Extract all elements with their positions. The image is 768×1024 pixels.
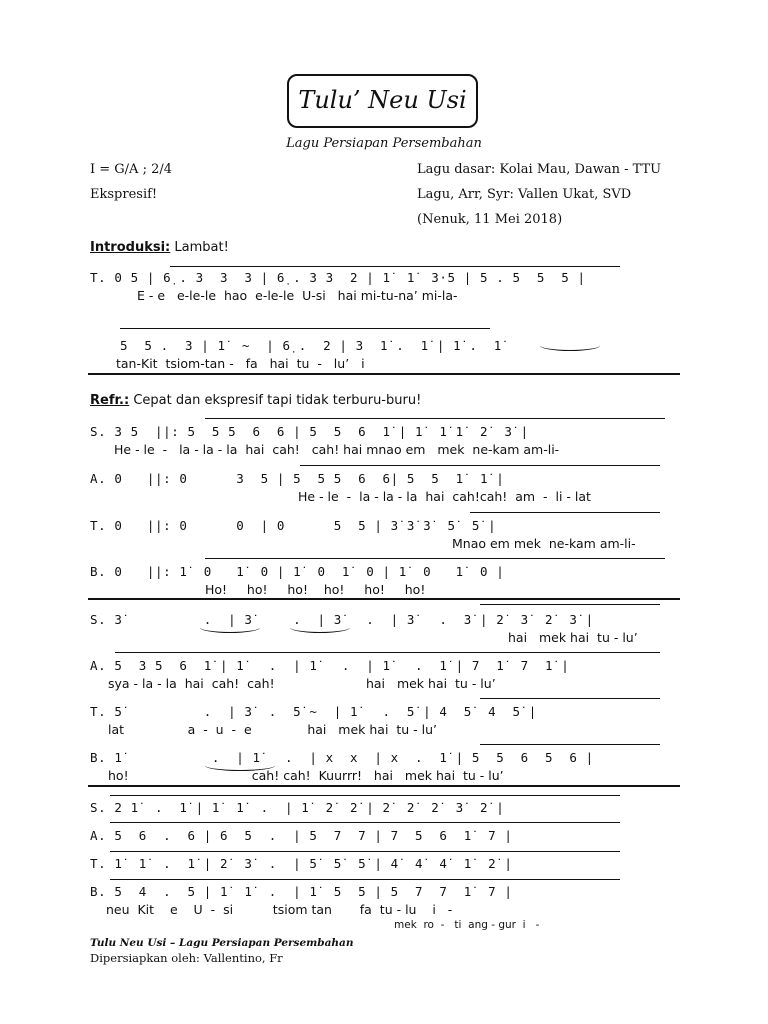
s3-s-beam: [110, 795, 620, 796]
refrain-heading-line: [90, 393, 421, 408]
intro-lyrics-row1: E - e e-le-le hao e-le-le U-si hai mi-tu-na’ mi-la-: [137, 288, 458, 303]
section3-tenor-notes: T. 1̇ 1̇ . 1̇ | 2̇ 3̇ . | 5̇ 5̇ 5̇ | 4̇ 4̇ 4̇ 1̇ 2̇ |: [90, 856, 513, 871]
intro-beam-line: [170, 266, 620, 267]
refrain-soprano-lyrics: He - le - la - la - la hai cah! cah! hai mnao em mek ne-kam am-li-: [114, 442, 560, 457]
refrain-t-beam: [470, 512, 660, 513]
section3-soprano-notes: S. 2 1̇ . 1̇ | 1̇ 1̇ . | 1̇ 2̇ 2̇ | 2̇ 2̇ 2̇ 3̇ 2̇ |: [90, 800, 505, 815]
section3-bass-lyrics: neu Kit e U - si tsiom tan fa tu - lu i -: [106, 902, 453, 917]
section2-soprano-notes: S. 3̇ . | 3̇ . | 3̇ . | 3̇ . 3̇ | 2̇ 3̇ 2̇ 3̇ |: [90, 612, 594, 627]
s3-a-beam: [110, 822, 620, 823]
intro-heading-line: [90, 240, 229, 255]
song-source: Lagu dasar: Kolai Mau, Dawan - TTU: [417, 162, 662, 177]
refrain-a-beam: [300, 465, 660, 466]
refrain-bass-notes: B. 0 ||: 1̇ 0 1̇ 0 | 1̇ 0 1̇ 0 | 1̇ 0 1̇ 0 |: [90, 564, 505, 579]
s2-slur-1: [200, 622, 260, 633]
intro-beam-line-2: [120, 328, 490, 329]
intro-lyrics-row2: tan-Kit tsiom-tan - fa hai tu - lu’ i: [116, 356, 365, 371]
title-box: [287, 74, 478, 128]
page-title: Tulu’ Neu Usi: [298, 86, 467, 114]
section2-tenor-lyrics: lat a - u - e hai mek hai tu - lu’: [108, 722, 438, 737]
section2-bass-notes: B. 1̇ . | 1̇ . | x x | x . 1̇ | 5 5 6 5 6 |: [90, 750, 594, 765]
intro-notes-row1: T. 0 5 | 6̣ . 3 3 3 | 6̣ . 3 3 2 | 1̇ 1̇ 3·5 | 5 . 5 5 5 |: [90, 270, 586, 285]
refrain-tenor-lyrics: Mnao em mek ne-kam am-li-: [452, 536, 636, 551]
section2-tenor-notes: T. 5̇ . | 3̇ . 5̇ ~ | 1̇ . 5̇ | 4 5̇ 4 5̇ |: [90, 704, 537, 719]
section3-bass-lyrics-2: mek ro - ti ang - gur i -: [394, 919, 540, 931]
refrain-heading: Refr.:: [90, 393, 130, 408]
intro-heading: Introduksi:: [90, 240, 171, 255]
section2-bass-lyrics: ho! cah! cah! Kuurrr! hai mek hai tu - lu’: [108, 768, 504, 783]
refrain-b-beam: [205, 558, 665, 559]
refrain-tenor-notes: T. 0 ||: 0 0 | 0 5 5 | 3̇ 3̇ 3̇ 5̇ 5̇ |: [90, 518, 497, 533]
s3-b-beam: [110, 879, 620, 880]
section2-soprano-lyrics: hai mek hai tu - lu’: [508, 630, 638, 645]
footer-credit: Dipersiapkan oleh: Vallentino, Fr: [90, 951, 283, 965]
key-signature: I = G/A ; 2/4: [90, 162, 173, 177]
refrain-soprano-notes: S. 3 5 ||: 5 5 5 6 6 | 5 5 6 1̇ | 1̇ 1̇ 1̇ 2̇ 3̇ |: [90, 424, 529, 439]
s2-b-beam: [480, 744, 660, 745]
divider-1: [88, 373, 680, 375]
footer-title: Tulu Neu Usi – Lagu Persiapan Persembahan: [90, 937, 354, 949]
refrain-s-beam: [205, 418, 665, 419]
refrain-bass-lyrics: Ho! ho! ho! ho! ho! ho!: [205, 582, 426, 597]
section3-alto-notes: A. 5 6 . 6 | 6 5 . | 5 7 7 | 7 5 6 1̇ 7 |: [90, 828, 513, 843]
section2-alto-notes: A. 5 3 5 6 1̇ | 1̇ . | 1̇ . | 1̇ . 1̇ | 7 1̇ 7 1̇ |: [90, 658, 570, 673]
refrain-alto-notes: A. 0 ||: 0 3 5 | 5 5 5 6 6| 5 5 1̇ 1̇ |: [90, 471, 505, 486]
section2-alto-lyrics: sya - la - la hai cah! cah! hai mek hai tu - lu’: [108, 676, 496, 691]
s2-a-beam: [115, 652, 660, 653]
subtitle: Lagu Persiapan Persembahan: [286, 136, 482, 151]
expression-marking: Ekspresif!: [90, 187, 158, 202]
refrain-alto-lyrics: He - le - la - la - la hai cah!cah! am - li - lat: [298, 489, 591, 504]
intro-notes-row2: 5 5 . 3 | 1̇ ~ | 6̣ . 2 | 3 1̇ . 1̇ | 1̇ . 1̇: [120, 338, 502, 353]
divider-2: [88, 598, 680, 600]
s3-t-beam: [110, 851, 620, 852]
intro-slur: [540, 340, 600, 351]
divider-3: [88, 785, 680, 787]
intro-tempo: Lambat!: [174, 240, 229, 255]
arranger-credit: Lagu, Arr, Syr: Vallen Ukat, SVD: [417, 187, 632, 202]
s2-s-beam: [480, 604, 660, 605]
s2-t-beam: [480, 698, 660, 699]
refrain-tempo: Cepat dan ekspresif tapi tidak terburu-buru!: [133, 393, 422, 408]
section3-bass-notes: B. 5 4 . 5 | 1̇ 1̇ . | 1̇ 5 5 | 5 7 7 1̇ 7 |: [90, 884, 513, 899]
s2-slur-2: [290, 622, 350, 633]
composition-date: (Nenuk, 11 Mei 2018): [417, 212, 563, 227]
